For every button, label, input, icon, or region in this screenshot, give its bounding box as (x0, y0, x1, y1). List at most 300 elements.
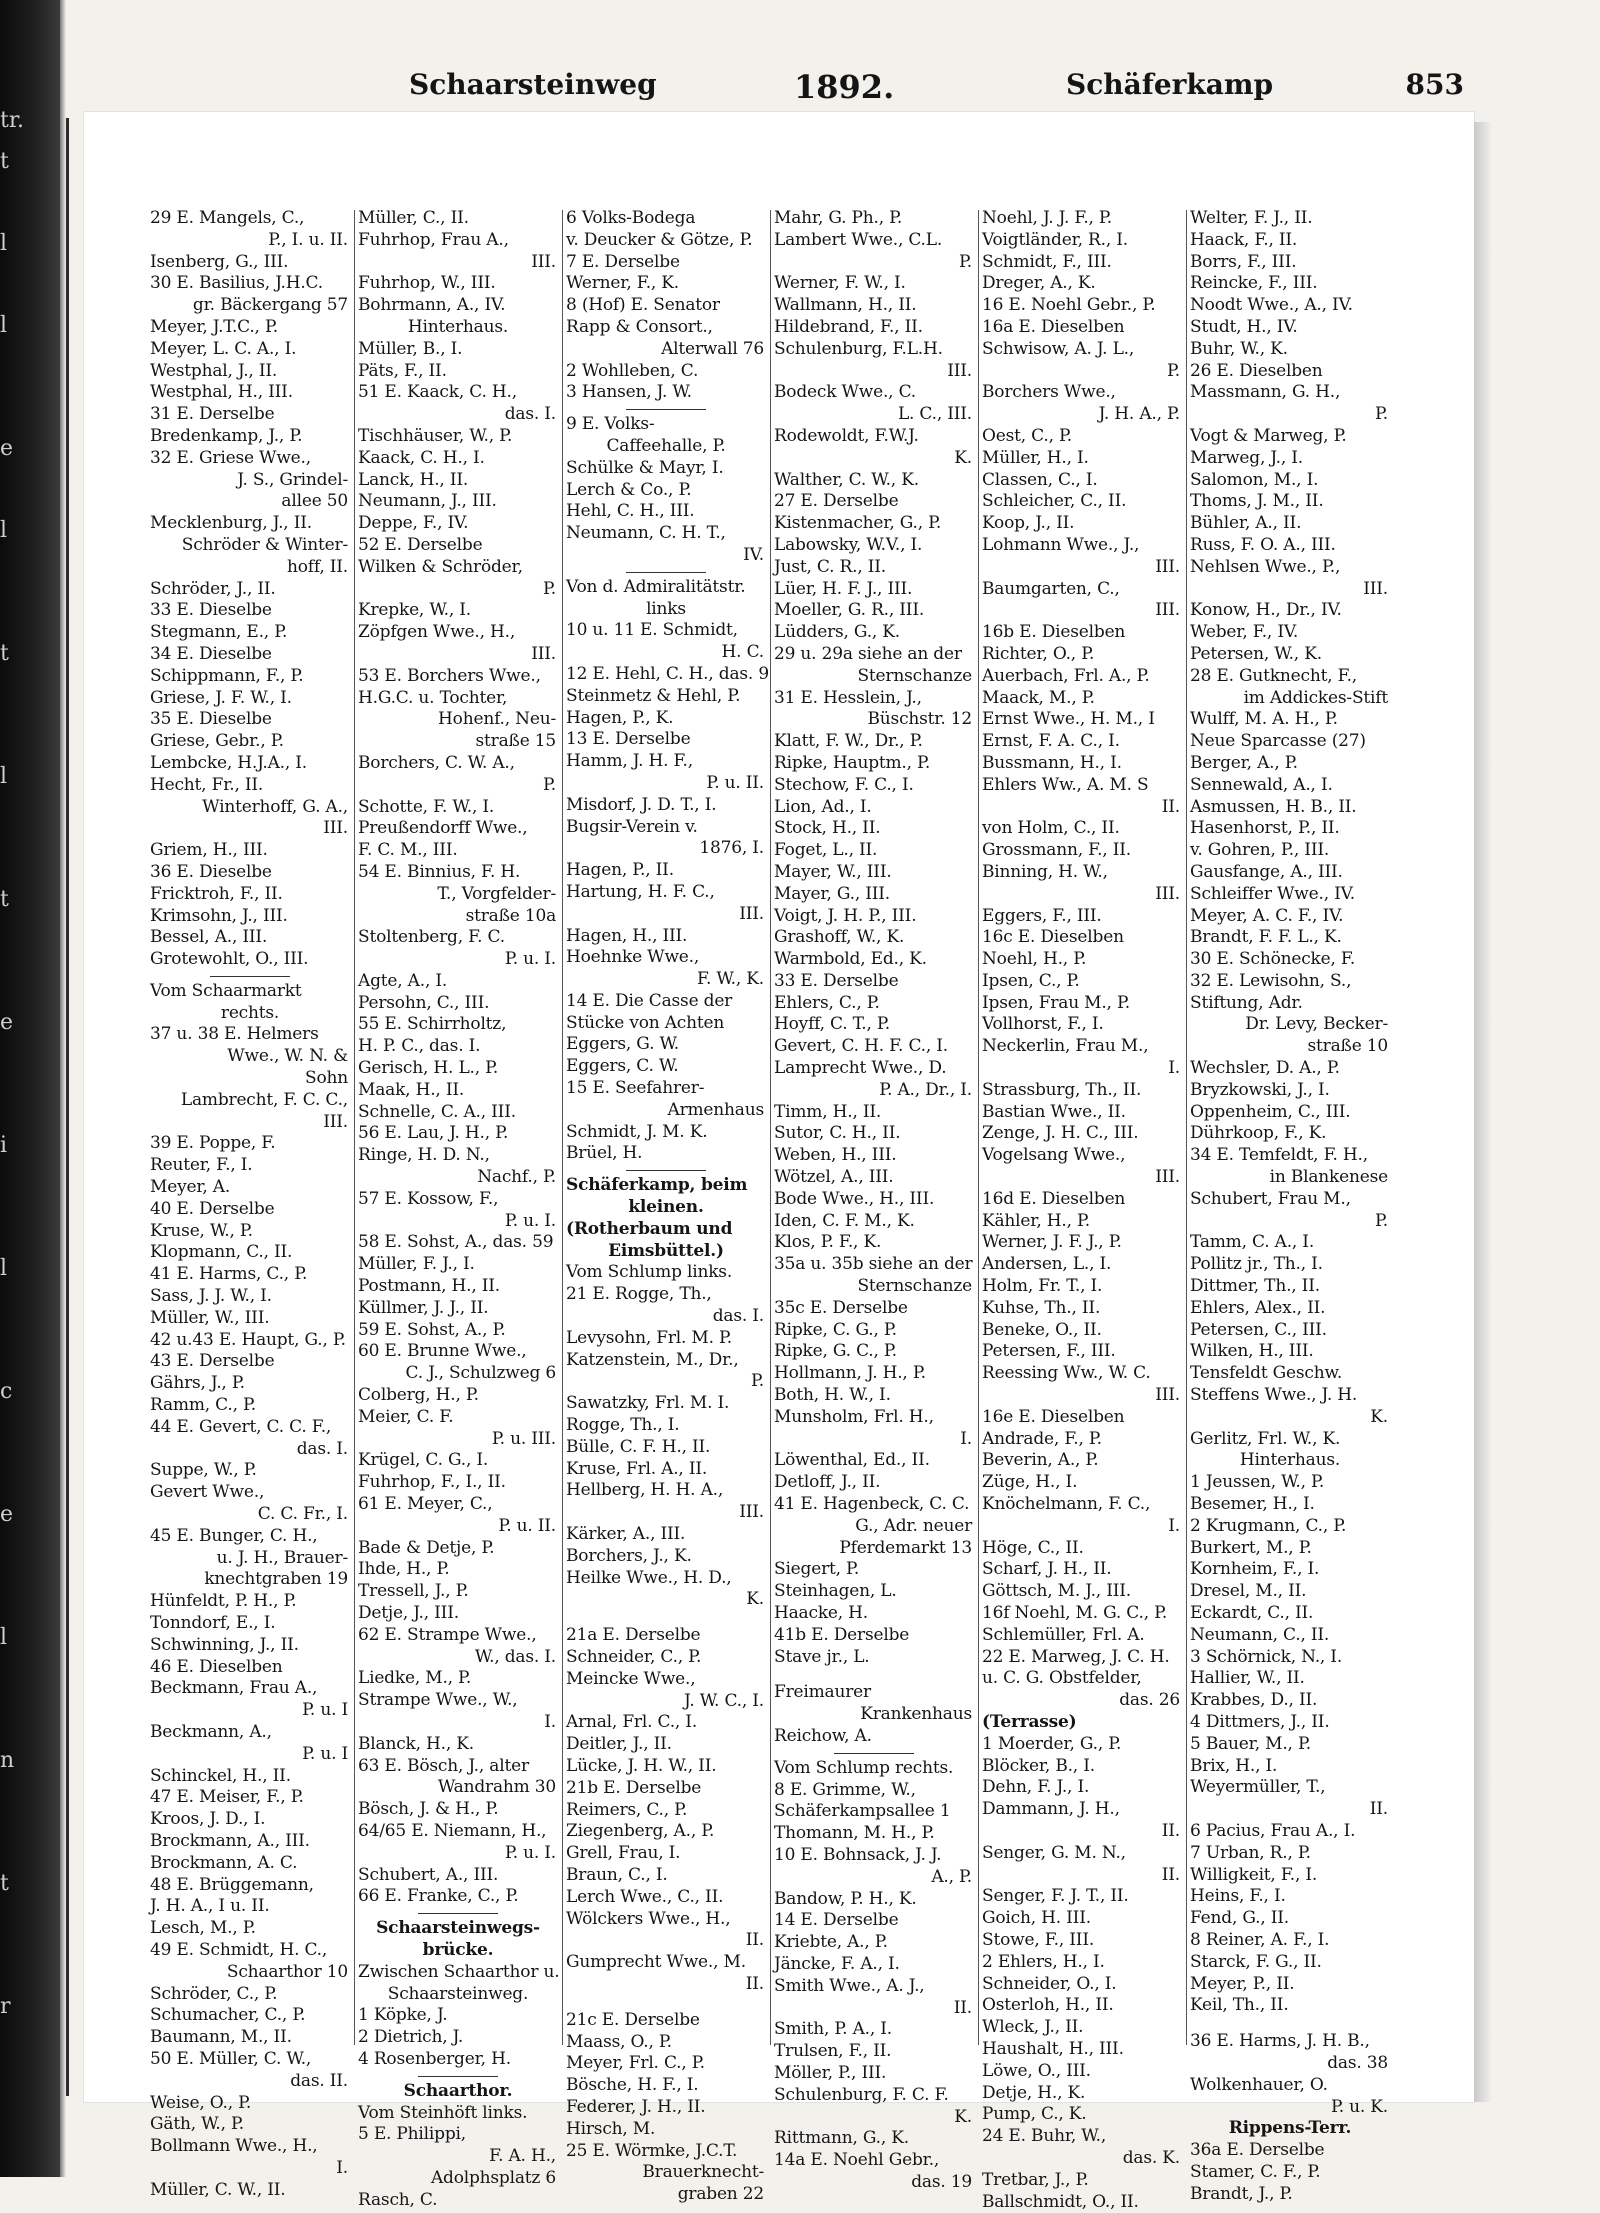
directory-entry-line: 32 E. Lewisohn, S., (1190, 970, 1352, 991)
directory-entry-line: 41b E. Derselbe (774, 1624, 910, 1645)
prev-page-fragment (0, 838, 58, 879)
directory-entry-line: Züge, H., I. (982, 1472, 1078, 1493)
directory-entry-line: II. (1161, 1864, 1180, 1885)
directory-entry-line: Kroos, J. D., I. (150, 1809, 266, 1830)
directory-entry-line: Krimsohn, J., III. (150, 905, 288, 926)
directory-entry-line: Borrs, F., III. (1190, 251, 1297, 272)
directory-entry-line: 16c E. Dieselben (982, 927, 1124, 948)
directory-entry-line: Kähler, H., P. (982, 1210, 1090, 1231)
directory-entry-line: das. K. (1122, 2147, 1180, 2168)
directory-entry-line: 48 E. Brüggemann, (150, 1874, 314, 1895)
directory-entry-line: 31 E. Hesslein, J., (774, 687, 922, 708)
directory-entry-line: Bühler, A., II. (1190, 513, 1302, 534)
directory-entry-line: Andrade, F., P. (982, 1428, 1102, 1449)
directory-entry-line: Göttsch, M. J., III. (982, 1581, 1131, 1602)
directory-entry-line: Gevert Wwe., (150, 1482, 265, 1503)
directory-entry-line: Petersen, C., III. (1190, 1319, 1327, 1340)
prev-page-fragment (0, 1207, 58, 1248)
directory-entry-line: Schotte, F. W., I. (358, 796, 495, 817)
directory-entry-line: 2 Ehlers, H., I. (982, 1951, 1105, 1972)
directory-entry-line: 21c E. Derselbe (566, 2009, 700, 2030)
directory-entry-line: Hallier, W., II. (1190, 1668, 1305, 1689)
directory-entry-line: Liedke, M., P. (358, 1668, 472, 1689)
directory-entry-line: Schülke & Mayr, I. (566, 457, 724, 478)
directory-entry-line: Lerch Wwe., C., II. (566, 1886, 724, 1907)
prev-page-fragment (0, 1330, 58, 1371)
directory-entry-line: Warmbold, Ed., K. (774, 949, 927, 970)
directory-entry-line: Sutor, C. H., II. (774, 1123, 901, 1144)
prev-page-fragment (0, 1699, 58, 1740)
directory-entry-line: Griem, H., III. (150, 840, 268, 861)
prev-page-fragment (0, 1576, 58, 1617)
directory-entry-line: Dehn, F. J., I. (982, 1777, 1090, 1798)
directory-entry-line: Kruse, W., P. (150, 1220, 253, 1241)
prev-page-fragment (0, 1166, 58, 1207)
directory-entry-line: Bryzkowski, J., I. (1190, 1079, 1330, 1100)
directory-entry-line: Schumacher, C., P. (150, 2005, 306, 2026)
directory-entry-line: Detloff, J., II. (774, 1472, 881, 1493)
directory-entry-line: von Holm, C., II. (982, 818, 1120, 839)
section-heading: (Terrasse) (982, 1711, 1077, 1732)
directory-entry-line: knechtgraben 19 (204, 1569, 348, 1590)
directory-entry-line: Kistenmacher, G., P. (774, 513, 942, 534)
directory-entry-line: III. (1155, 1167, 1180, 1188)
prev-page-fragment: l (0, 764, 8, 789)
directory-entry-line: Ihde, H., P. (358, 1559, 450, 1580)
directory-entry-line: C. J., Schulzweg 6 (405, 1363, 556, 1384)
directory-entry-line: Steinhagen, L. (774, 1581, 897, 1602)
directory-entry-line: 33 E. Derselbe (774, 970, 899, 991)
directory-entry-line: Vom Schlump links. (566, 1262, 733, 1283)
directory-entry-line: 10 E. Bohnsack, J. J. (774, 1844, 942, 1865)
directory-entry-line: Werner, J. F. J., P. (982, 1232, 1122, 1253)
directory-entry-line: Von d. Admiralitätstr. (566, 576, 746, 597)
directory-columns (150, 208, 1470, 2212)
directory-entry-line: Foget, L., II. (774, 840, 878, 861)
directory-entry-line: Besemer, H., I. (1190, 1494, 1315, 1515)
prev-page-fragment (0, 469, 58, 510)
directory-entry-line: Ballschmidt, O., II. (982, 2191, 1139, 2212)
directory-entry-line: 5 E. Philippi, (358, 2124, 466, 2145)
directory-entry-line: Werner, F., K. (566, 273, 680, 294)
directory-entry-line: 16b E. Dieselben (982, 622, 1126, 643)
directory-entry-line: I. (544, 1711, 556, 1732)
directory-entry-line: P. u. I. (504, 949, 556, 970)
directory-entry-line: Braun, C., I. (566, 1864, 668, 1885)
directory-entry-line: 8 Reiner, A. F., I. (1190, 1929, 1330, 1950)
section-divider (566, 404, 766, 414)
prev-page-fragment: i (0, 1133, 8, 1158)
directory-entry-line: Müller, C., II. (358, 208, 469, 228)
directory-entry-line: Eckardt, C., II. (1190, 1603, 1314, 1623)
directory-entry-line: Bodeck Wwe., C. (774, 382, 916, 403)
directory-entry-line: Stock, H., II. (774, 818, 881, 839)
section-heading: kleinen. (628, 1197, 704, 1218)
directory-entry-line: Richter, O., P. (982, 643, 1095, 664)
column-divider (978, 210, 979, 2045)
directory-entry-line: 4 Dittmers, J., II. (1190, 1711, 1330, 1732)
directory-entry-line: Scharf, J. H., II. (982, 1559, 1112, 1580)
directory-entry-line: K. (1370, 1406, 1388, 1427)
directory-entry-line: 27 E. Derselbe (774, 491, 899, 512)
directory-entry-line: Beneke, O., II. (982, 1319, 1102, 1340)
directory-entry-line: Schröder, C., P. (150, 1983, 278, 2004)
directory-entry-line: Brandt, F. F. L., K. (1190, 927, 1342, 948)
directory-entry-line: 6 Volks-Bodega (566, 208, 696, 228)
directory-entry-line: Päts, F., II. (358, 360, 447, 381)
directory-entry-line: III. (531, 643, 556, 664)
section-divider (566, 567, 766, 577)
directory-entry-line: Neckerlin, Frau M., (982, 1036, 1149, 1057)
directory-entry-line: Dammann, J. H., (982, 1799, 1120, 1820)
directory-entry-line: Ernst, F. A. C., I. (982, 731, 1120, 752)
directory-entry-line: Lambrecht, F. C. C., (180, 1089, 348, 1110)
directory-entry-line: Fuhrhop, Frau A., (358, 229, 509, 250)
directory-entry-line: Küllmer, J. J., II. (358, 1297, 489, 1318)
directory-entry-line: Krankenhaus (860, 1704, 972, 1725)
section-divider (358, 2071, 558, 2081)
directory-entry-line: Schröder, J., II. (150, 578, 276, 599)
directory-entry-line: L. C., III. (897, 404, 972, 425)
directory-entry-line: 33 E. Dieselbe (150, 600, 272, 621)
directory-entry-line: 3 Schörnick, N., I. (1190, 1646, 1343, 1667)
directory-entry-line: Freimaurer (774, 1682, 871, 1703)
directory-entry-line: Mecklenburg, J., II. (150, 513, 312, 534)
directory-entry-line: III. (947, 360, 972, 381)
directory-entry-line: Klos, P. F., K. (774, 1232, 882, 1253)
prev-page-fragment: t (0, 149, 9, 174)
directory-entry-line: Krabbes, D., II. (1190, 1690, 1318, 1711)
directory-entry-line: Kuhse, Th., II. (982, 1297, 1101, 1318)
directory-entry-line: Noehl, J. J. F., P. (982, 208, 1112, 228)
directory-entry-line: Both, H. W., I. (774, 1385, 891, 1406)
directory-entry-line: Schneider, C., P. (566, 1647, 702, 1667)
directory-entry-line: Müller, W., III. (150, 1307, 270, 1328)
directory-entry-line: Schröder & Winter- (181, 534, 348, 555)
directory-entry-line: Höge, C., II. (982, 1537, 1084, 1558)
directory-entry-line: Rogge, Th., I. (566, 1415, 680, 1436)
directory-entry-line: Keil, Th., II. (1190, 1995, 1289, 2016)
directory-entry-line: Russ, F. O. A., III. (1190, 534, 1336, 555)
directory-entry-line: Vom Schlump rechts. (774, 1757, 954, 1778)
directory-entry-line: Ehlers, C., P. (774, 992, 880, 1013)
directory-entry-line: Hagen, P., II. (566, 860, 674, 881)
entry-gap (566, 1996, 766, 2010)
directory-entry-line: J. W. C., I. (684, 1690, 764, 1711)
directory-entry-line: 21a E. Derselbe (566, 1625, 701, 1646)
directory-entry-line: 35c E. Derselbe (774, 1297, 908, 1318)
directory-entry-line: 51 E. Kaack, C. H., (358, 382, 517, 403)
directory-entry-line: Vogt & Marweg, P. (1190, 425, 1347, 446)
directory-entry-line: rechts. (220, 1002, 280, 1023)
directory-entry-line: 16a E. Dieselben (982, 316, 1125, 337)
section-heading: Rippens-Terr. (1228, 2118, 1352, 2139)
column-divider (770, 210, 771, 2045)
directory-entry-line: Wleck, J., II. (982, 2017, 1084, 2038)
directory-entry-line: Müller, F. J., I. (358, 1254, 475, 1275)
prev-page-fragment (0, 551, 58, 592)
directory-entry-line: Moeller, G. R., III. (774, 600, 925, 621)
directory-entry-line: Wölckers Wwe., H., (566, 1908, 731, 1929)
directory-entry-line: Willigkeit, F., I. (1190, 1864, 1318, 1885)
directory-entry-line: Lambert Wwe., C.L. (774, 229, 943, 250)
directory-entry-line: Lücke, J. H. W., II. (566, 1755, 717, 1776)
directory-entry-line: Fend, G., II. (1190, 1908, 1289, 1929)
directory-entry-line: Bohrmann, A., IV. (358, 295, 506, 316)
directory-entry-line: Walther, C. W., K. (774, 469, 919, 490)
directory-entry-line: Stave jr., L. (774, 1646, 870, 1667)
directory-entry-line: Hasenhorst, P., II. (1190, 818, 1340, 839)
directory-entry-line: im Addickes-Stift (1243, 687, 1388, 708)
directory-entry-line: 52 E. Derselbe (358, 534, 483, 555)
section-heading: Schaarsteinwegs- (376, 1918, 540, 1939)
directory-entry-line: Steinmetz & Hehl, P. (566, 685, 741, 706)
directory-entry-line: Bastian Wwe., II. (982, 1101, 1126, 1122)
directory-entry-line: Noodt Wwe., A., IV. (1190, 295, 1353, 316)
directory-entry-line: P., I. u. II. (268, 229, 348, 250)
directory-entry-line: II. (745, 1973, 764, 1994)
prev-page-fragment (0, 1453, 58, 1494)
directory-entry-line: 45 E. Bunger, C. H., (150, 1525, 318, 1546)
directory-entry-line: 14 E. Derselbe (774, 1910, 899, 1931)
directory-entry-line: Deitler, J., II. (566, 1734, 672, 1755)
directory-entry-line: P. u. II. (706, 772, 764, 793)
directory-entry-line: Heins, F., I. (1190, 1886, 1286, 1907)
directory-entry-line: Postmann, H., II. (358, 1276, 500, 1297)
directory-entry-line: das. I. (296, 1438, 348, 1459)
directory-entry-line: Schubert, Frau M., (1190, 1188, 1351, 1209)
directory-entry-line: I. (1168, 1515, 1180, 1536)
directory-entry-line: Weyermüller, T., (1190, 1777, 1326, 1798)
directory-entry-line: u. J. H., Brauer- (216, 1547, 348, 1568)
directory-entry-line: hoff, II. (286, 556, 348, 577)
directory-entry-line: Gerlitz, Frl. W., K. (1190, 1428, 1341, 1449)
directory-entry-line: Klopmann, C., II. (150, 1242, 293, 1263)
directory-entry-line: Schubert, A., III. (358, 1864, 499, 1885)
directory-entry-line: Vollhorst, F., I. (982, 1014, 1104, 1035)
directory-entry-line: Alterwall 76 (661, 338, 764, 359)
directory-entry-line: Fuhrhop, F., I., II. (358, 1472, 506, 1493)
directory-entry-line: Baumgarten, C., (982, 578, 1120, 599)
directory-entry-line: Haack, F., II. (1190, 229, 1298, 250)
directory-entry-line: Ripke, G. C., P. (774, 1341, 897, 1362)
directory-entry-line: Misdorf, J. D. T., I. (566, 794, 717, 815)
directory-entry-line: Zwischen Schaarthor u. (358, 1961, 560, 1982)
directory-entry-line: Eggers, G. W. (566, 1034, 679, 1055)
directory-entry-line: straße 15 (475, 731, 556, 752)
directory-entry-line: Holm, Fr. T., I. (982, 1276, 1103, 1297)
directory-entry-line: Lüdders, G., K. (774, 622, 901, 643)
directory-entry-line: Kornheim, F., I. (1190, 1559, 1320, 1580)
directory-entry-line: P. u. III. (491, 1428, 556, 1449)
directory-entry-line: 41 E. Hagenbeck, C. C. (774, 1494, 970, 1515)
directory-entry-line: P. (1375, 404, 1388, 425)
directory-entry-line: Bandow, P. H., K. (774, 1888, 917, 1909)
directory-entry-line: H. C. (721, 642, 764, 663)
directory-entry-line: 56 E. Lau, J. H., P. (358, 1123, 509, 1144)
directory-entry-line: straße 10 (1307, 1036, 1388, 1057)
directory-entry-line: Smith, P. A., I. (774, 2019, 892, 2040)
directory-entry-line: Weise, O., P. (150, 2092, 252, 2113)
directory-entry-line: P. (1167, 360, 1180, 381)
directory-entry-line: 8 (Hof) E. Senator (566, 295, 720, 316)
directory-entry-line: Hehl, C. H., III. (566, 501, 695, 522)
directory-entry-line: III. (739, 903, 764, 924)
directory-entry-line: K. (954, 2106, 972, 2127)
directory-entry-line: Neumann, C., II. (1190, 1624, 1330, 1645)
directory-entry-line: Möller, P., III. (774, 2062, 887, 2083)
directory-entry-line: Rodewoldt, F.W.J. (774, 425, 919, 446)
directory-entry-line: Stamer, C. F., P. (1190, 2161, 1321, 2182)
directory-entry-line: Hamm, J. H. F., (566, 751, 693, 772)
directory-entry-line: Bessel, A., III. (150, 927, 268, 948)
directory-entry-line: Büschstr. 12 (867, 709, 972, 730)
directory-entry-line: das. 38 (1327, 2052, 1388, 2073)
directory-entry-line: 49 E. Schmidt, H. C., (150, 1939, 328, 1960)
directory-entry-line: III. (1155, 883, 1180, 904)
directory-entry-line: 21b E. Derselbe (566, 1777, 702, 1798)
directory-entry-line: T., Vorgfelder- (437, 883, 556, 904)
directory-entry-line: III. (1155, 1385, 1180, 1406)
directory-entry-line: F. W., K. (697, 969, 764, 990)
directory-entry-line: Borchers Wwe., (982, 382, 1116, 403)
section-heading: brücke. (422, 1939, 494, 1960)
entry-gap (774, 1668, 974, 1682)
prev-page-fragment: l (0, 313, 8, 338)
directory-entry-line: Klatt, F. W., Dr., P. (774, 731, 923, 752)
directory-entry-line: Konow, H., Dr., IV. (1190, 600, 1342, 621)
directory-entry-line: Wwe., W. N. & (227, 1046, 348, 1067)
directory-entry-line: Gerisch, H. L., P. (358, 1058, 499, 1079)
directory-entry-line: F. C. M., III. (358, 840, 458, 861)
prev-page-fragment: e (0, 1010, 14, 1035)
directory-entry-line: Petersen, F., III. (982, 1341, 1116, 1362)
directory-entry-line: 46 E. Dieselben (150, 1656, 283, 1677)
directory-entry-line: Kruse, Frl. A., II. (566, 1458, 708, 1479)
directory-entry-line: Timm, H., II. (774, 1101, 882, 1122)
directory-entry-line: das. 19 (911, 2171, 972, 2192)
directory-entry-line: A., P. (931, 1866, 972, 1887)
directory-entry-line: Brockmann, A., III. (150, 1830, 310, 1851)
directory-entry-line: Eggers, C. W. (566, 1056, 679, 1077)
directory-entry-line: Ramm, C., P. (150, 1395, 256, 1416)
directory-entry-line: Tensfeldt Geschw. (1190, 1363, 1343, 1384)
directory-entry-line: Gäth, W., P. (150, 2114, 245, 2135)
column-5 (982, 208, 1182, 2212)
prev-page-fragment: tr. (0, 108, 24, 133)
directory-entry-line: Tretbar, J., P. (982, 2169, 1089, 2190)
directory-entry-line: Krügel, C. G., I. (358, 1450, 489, 1471)
directory-entry-line: P. u. I (302, 1700, 348, 1721)
directory-entry-line: III. (531, 251, 556, 272)
prev-page-fragment: e (0, 436, 14, 461)
directory-entry-line: Knöchelmann, F. C., (982, 1494, 1151, 1515)
directory-entry-line: 28 E. Gutknecht, F., (1190, 665, 1357, 686)
directory-entry-line: Rasch, C. (358, 2189, 438, 2210)
directory-entry-line: II. (1369, 1799, 1388, 1820)
directory-entry-line: 53 E. Borchers Wwe., (358, 665, 541, 686)
directory-entry-line: Schmidt, F., III. (982, 251, 1112, 272)
directory-entry-line: P. u. II. (498, 1515, 556, 1536)
directory-entry-line: Thoms, J. M., II. (1190, 491, 1324, 512)
directory-entry-line: Bösch, J. & H., P. (358, 1799, 499, 1820)
directory-entry-line: Bode Wwe., H., III. (774, 1188, 935, 1209)
directory-entry-line: v. Gohren, P., III. (1190, 840, 1330, 861)
directory-entry-line: II. (1161, 796, 1180, 817)
directory-entry-line: 43 E. Derselbe (150, 1351, 275, 1372)
directory-entry-line: Hellberg, H. H. A., (566, 1480, 724, 1501)
directory-entry-line: Beckmann, A., (150, 1721, 272, 1742)
directory-entry-line: straße 10a (465, 905, 556, 926)
directory-entry-line: 66 E. Franke, C., P. (358, 1886, 519, 1907)
directory-entry-line: Schaarsteinweg. (387, 1983, 529, 2004)
column-divider (354, 210, 355, 2045)
directory-entry-line: 47 E. Meiser, F., P. (150, 1787, 304, 1808)
directory-entry-line: Kärker, A., III. (566, 1524, 686, 1545)
directory-entry-line: 2 Krugmann, C., P. (1190, 1515, 1347, 1536)
prev-page-fragment (0, 346, 58, 387)
directory-entry-line: P. (543, 774, 556, 795)
directory-entry-line: Eggers, F., III. (982, 905, 1102, 926)
directory-entry-line: Weber, F., IV. (1190, 622, 1299, 643)
directory-entry-line: Wallmann, H., II. (774, 295, 917, 316)
directory-entry-line: Stücke von Achten (566, 1012, 725, 1033)
directory-entry-line: Stechow, F. C., I. (774, 774, 914, 795)
directory-entry-line: P. u. I. (504, 1842, 556, 1863)
directory-entry-line: Pferdemarkt 13 (839, 1537, 972, 1558)
directory-entry-line: Hagen, P., K. (566, 707, 674, 728)
entry-gap (1190, 2017, 1390, 2031)
previous-page-edge (0, 100, 58, 2027)
directory-entry-line: Wandrahm 30 (437, 1777, 556, 1798)
directory-entry-line: Bollmann Wwe., H., (150, 2136, 318, 2157)
directory-entry-line: 3 Hansen, J. W. (566, 382, 692, 403)
directory-entry-line: 8 E. Grimme, W., (774, 1779, 916, 1800)
directory-entry-line: Haacke, H. (774, 1603, 869, 1623)
directory-entry-line: Caffeehalle, P. (606, 435, 726, 456)
directory-entry-line: Oppenheim, C., III. (1190, 1101, 1351, 1122)
directory-entry-line: Baumann, M., II. (150, 2027, 292, 2048)
section-divider (358, 1908, 558, 1918)
directory-entry-line: Beverin, A., P. (982, 1450, 1099, 1471)
directory-entry-line: allee 50 (281, 491, 348, 512)
directory-entry-line: 29 E. Mangels, C., (150, 208, 305, 228)
directory-entry-line: Tamm, C. A., I. (1190, 1232, 1315, 1253)
directory-entry-line: Just, C. R., II. (774, 556, 886, 577)
directory-entry-line: Fricktroh, F., II. (150, 883, 283, 904)
directory-entry-line: Meincke Wwe., (566, 1668, 696, 1689)
directory-entry-line: 16e E. Dieselben (982, 1406, 1125, 1427)
directory-entry-line: Maack, M., P. (982, 687, 1095, 708)
directory-entry-line: Buhr, W., K. (1190, 338, 1288, 359)
directory-entry-line: 1 Moerder, G., P. (982, 1733, 1122, 1754)
directory-entry-line: J. H. A., I u. II. (150, 1896, 270, 1917)
directory-entry-line: Petersen, W., K. (1190, 643, 1322, 664)
directory-entry-line: 64/65 E. Niemann, H., (358, 1820, 547, 1841)
directory-entry-line: Werner, F. W., I. (774, 273, 906, 294)
directory-entry-line: Deppe, F., IV. (358, 513, 469, 534)
directory-entry-line: Schulenburg, F. C. F. (774, 2084, 949, 2105)
directory-entry-line: Tischhäuser, W., P. (358, 425, 513, 446)
prev-page-fragment (0, 1945, 58, 1986)
directory-entry-line: Hünfeldt, P. H., P. (150, 1591, 297, 1612)
directory-entry-line: 36 E. Harms, J. H. B., (1190, 2031, 1370, 2052)
directory-entry-line: Starck, F. G., II. (1190, 1951, 1322, 1972)
prev-page-fragment: r (0, 1994, 11, 2019)
prev-page-fragment (0, 1289, 58, 1330)
directory-entry-line: Wechsler, D. A., P. (1190, 1058, 1340, 1079)
directory-entry-line: 7 Urban, R., P. (1190, 1842, 1311, 1863)
